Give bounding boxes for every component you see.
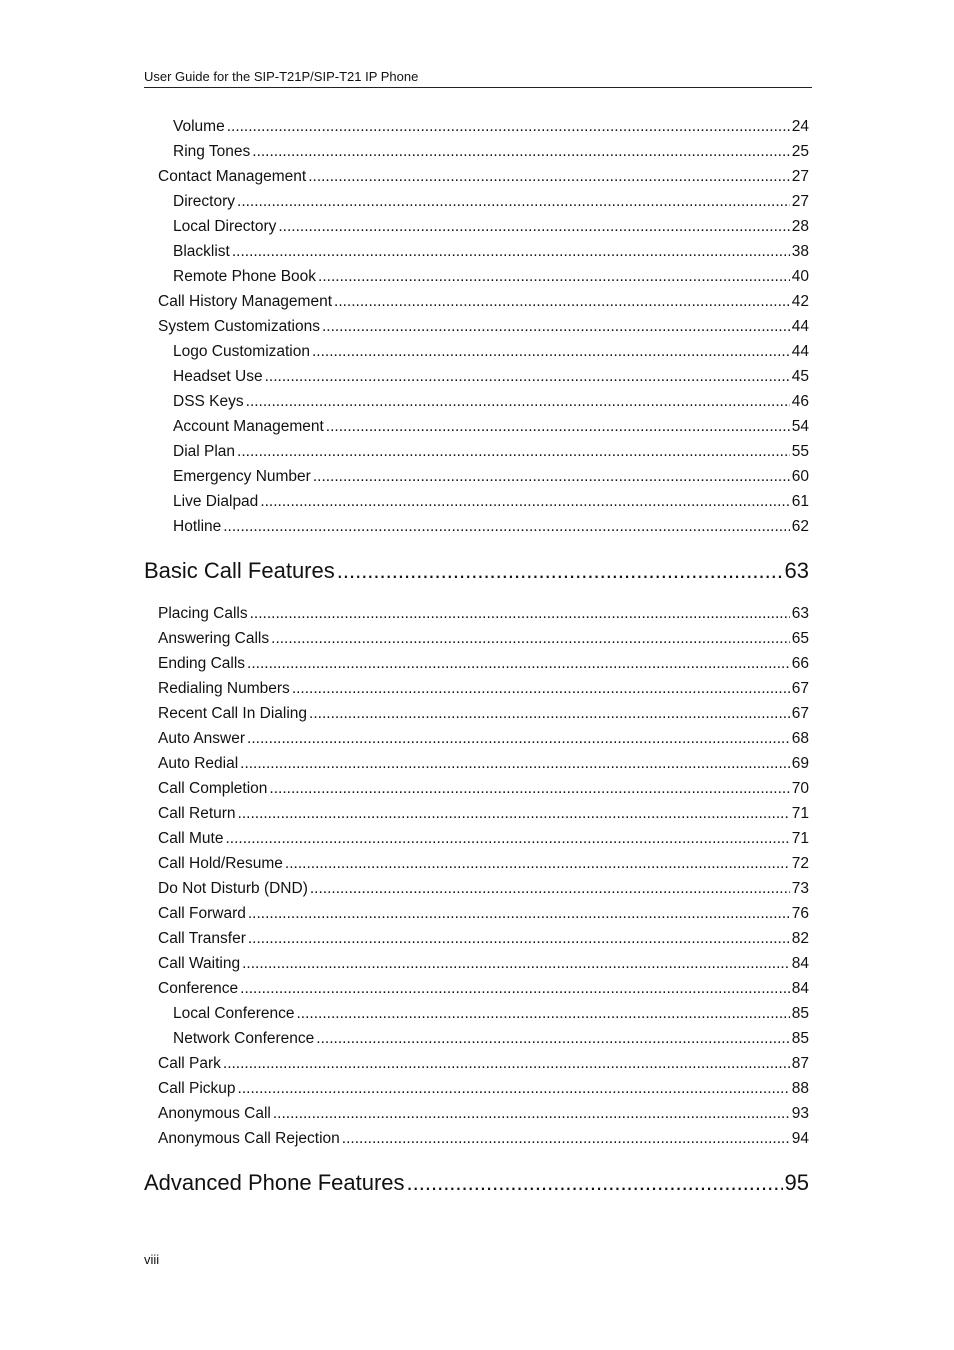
toc-entry[interactable] — [144, 1054, 809, 1074]
toc-entry-title: Blacklist — [173, 243, 230, 260]
toc-leader-dots — [247, 729, 790, 749]
toc-leader-dots — [292, 679, 790, 699]
toc-leader-dots — [232, 242, 790, 262]
toc-entry-title: System Customizations — [158, 318, 320, 335]
toc-entry-page: 66 — [791, 655, 809, 672]
toc-leader-dots — [246, 392, 790, 412]
toc-entry[interactable] — [144, 779, 809, 799]
toc-entry-page: 63 — [791, 605, 809, 622]
toc-entry-title: Placing Calls — [158, 605, 248, 622]
toc-entry[interactable] — [144, 854, 809, 874]
toc-leader-dots — [334, 292, 790, 312]
toc-entry-title: DSS Keys — [173, 393, 244, 410]
toc-leader-dots — [248, 904, 790, 924]
toc-leader-dots — [250, 604, 790, 624]
toc-entry[interactable] — [144, 929, 809, 949]
toc-entry-title: Call History Management — [158, 293, 333, 310]
toc-leader-dots — [240, 979, 790, 999]
toc-entry[interactable] — [144, 754, 809, 774]
toc-leader-dots — [248, 929, 790, 949]
toc-entry[interactable] — [144, 242, 809, 262]
toc-leader-dots — [322, 317, 790, 337]
toc-entry-page: 67 — [791, 705, 809, 722]
toc-entry-page: 95 — [784, 1170, 809, 1195]
toc-entry[interactable] — [144, 1004, 809, 1024]
toc-entry[interactable] — [144, 679, 809, 699]
toc-entry-title: Call Hold/Resume — [158, 855, 283, 872]
toc-leader-dots — [326, 417, 790, 437]
toc-entry-page: 24 — [791, 118, 809, 135]
toc-entry-page: 40 — [791, 268, 809, 285]
toc-leader-dots — [260, 492, 789, 512]
toc-entry[interactable] — [144, 604, 809, 624]
toc-entry-page: 61 — [791, 493, 809, 510]
toc-leader-dots — [242, 954, 790, 974]
toc-entry-title: Dial Plan — [173, 443, 236, 460]
toc-leader-dots — [238, 804, 790, 824]
toc-leader-dots — [308, 167, 790, 187]
toc-entry[interactable] — [144, 654, 809, 674]
toc-entry-page: 60 — [791, 468, 809, 485]
toc-entry-page: 94 — [791, 1130, 809, 1147]
toc-entry-title: Redialing Numbers — [158, 680, 290, 697]
toc-entry-page: 71 — [791, 805, 809, 822]
toc-entry-page: 28 — [791, 218, 809, 235]
toc-entry-page: 42 — [791, 293, 809, 310]
toc-entry-page: 85 — [791, 1005, 809, 1022]
toc-entry[interactable] — [144, 142, 809, 162]
toc-entry-page: 45 — [791, 368, 809, 385]
toc-entry-page: 46 — [791, 393, 809, 410]
toc-entry[interactable] — [144, 367, 809, 387]
toc-entry-page: 54 — [791, 418, 809, 435]
toc-entry-title: Call Pickup — [158, 1080, 236, 1097]
toc-entry-title: Answering Calls — [158, 630, 270, 647]
toc-entry[interactable] — [144, 492, 809, 512]
toc-entry-title: Do Not Disturb (DND) — [158, 880, 308, 897]
toc-entry-title: Anonymous Call — [158, 1105, 271, 1122]
toc-leader-dots — [227, 117, 790, 137]
toc-leader-dots — [238, 1079, 790, 1099]
page-number: viii — [144, 1252, 160, 1267]
toc-entry[interactable] — [144, 1079, 809, 1099]
toc-entry-page: 73 — [791, 880, 809, 897]
toc-leader-dots — [342, 1129, 790, 1149]
toc-leader-dots — [318, 267, 790, 287]
toc-entry[interactable] — [144, 392, 809, 412]
toc-entry-page: 27 — [791, 168, 809, 185]
toc-entry[interactable] — [144, 804, 809, 824]
toc-entry[interactable] — [144, 117, 809, 137]
toc-entry-title: Ending Calls — [158, 655, 246, 672]
toc-entry-page: 84 — [791, 955, 809, 972]
toc-leader-dots — [252, 142, 789, 162]
toc-leader-dots — [237, 192, 790, 212]
toc-entry[interactable] — [144, 292, 809, 312]
toc-entry-title: Call Completion — [158, 780, 268, 797]
toc-leader-dots — [265, 367, 790, 387]
toc-entry-title: Call Forward — [158, 905, 246, 922]
toc-entry[interactable] — [144, 629, 809, 649]
toc-entry-page: 69 — [791, 755, 809, 772]
toc-entry-page: 44 — [791, 343, 809, 360]
toc-entry[interactable] — [144, 417, 809, 437]
toc-entry[interactable] — [144, 729, 809, 749]
toc-entry[interactable] — [144, 517, 809, 537]
toc-entry[interactable] — [144, 879, 809, 899]
toc-entry[interactable] — [144, 954, 809, 974]
toc-entry-title: Network Conference — [173, 1030, 315, 1047]
toc-entry-page: 70 — [791, 780, 809, 797]
toc-leader-dots — [269, 779, 789, 799]
toc-chapter-entry[interactable] — [144, 1169, 809, 1197]
toc-entry-title: Advanced Phone Features — [144, 1170, 405, 1195]
running-header: User Guide for the SIP-T21P/SIP-T21 IP Phone — [144, 68, 812, 88]
toc-entry[interactable] — [144, 167, 809, 187]
toc-entry-page: 38 — [791, 243, 809, 260]
toc-entry[interactable] — [144, 1029, 809, 1049]
toc-leader-dots — [313, 467, 790, 487]
toc-entry-page: 87 — [791, 1055, 809, 1072]
toc-entry-page: 65 — [791, 630, 809, 647]
toc-entry-title: Emergency Number — [173, 468, 311, 485]
toc-entry-title: Logo Customization — [173, 343, 310, 360]
toc-entry-page: 71 — [791, 830, 809, 847]
toc-leader-dots — [247, 654, 790, 674]
toc-entry-page: 84 — [791, 980, 809, 997]
toc-leader-dots — [312, 342, 790, 362]
toc-entry[interactable] — [144, 467, 809, 487]
toc-leader-dots — [271, 629, 790, 649]
toc-entry-title: Live Dialpad — [173, 493, 259, 510]
toc-entry-page: 88 — [791, 1080, 809, 1097]
toc-entry-page: 82 — [791, 930, 809, 947]
toc-entry-title: Call Waiting — [158, 955, 241, 972]
toc-entry-title: Ring Tones — [173, 143, 251, 160]
toc-entry-title: Call Return — [158, 805, 236, 822]
toc-entry-page: 85 — [791, 1030, 809, 1047]
toc-leader-dots — [240, 754, 790, 774]
toc-leader-dots — [310, 879, 790, 899]
toc-entry[interactable] — [144, 904, 809, 924]
toc-entry-title: Anonymous Call Rejection — [158, 1130, 340, 1147]
toc-leader-dots — [278, 217, 789, 237]
toc-entry-title: Auto Redial — [158, 755, 239, 772]
toc-leader-dots — [273, 1104, 790, 1124]
toc-leader-dots — [337, 557, 783, 585]
toc-entry-title: Call Mute — [158, 830, 224, 847]
toc-entry[interactable] — [144, 317, 809, 337]
toc-entry[interactable] — [144, 192, 809, 212]
toc-entry[interactable] — [144, 1129, 809, 1149]
toc-entry-page: 55 — [791, 443, 809, 460]
toc-entry-title: Hotline — [173, 518, 222, 535]
toc-leader-dots — [223, 517, 790, 537]
toc-entry[interactable] — [144, 217, 809, 237]
toc-entry[interactable] — [144, 979, 809, 999]
toc-entry-page: 76 — [791, 905, 809, 922]
toc-leader-dots — [407, 1169, 783, 1197]
toc-entry[interactable] — [144, 829, 809, 849]
toc-entry-title: Account Management — [173, 418, 324, 435]
toc-entry-page: 44 — [791, 318, 809, 335]
toc-entry-page: 62 — [791, 518, 809, 535]
toc-entry-page: 27 — [791, 193, 809, 210]
toc-entry[interactable] — [144, 442, 809, 462]
toc-entry-page: 68 — [791, 730, 809, 747]
toc-leader-dots — [237, 442, 790, 462]
toc-entry-title: Call Park — [158, 1055, 221, 1072]
toc-entry[interactable] — [144, 704, 809, 724]
toc-entry-title: Recent Call In Dialing — [158, 705, 308, 722]
toc-entry-title: Contact Management — [158, 168, 307, 185]
toc-entry-title: Conference — [158, 980, 239, 997]
toc-leader-dots — [316, 1029, 789, 1049]
toc-leader-dots — [225, 829, 789, 849]
toc-entry-page: 72 — [791, 855, 809, 872]
toc-entry-title: Local Conference — [173, 1005, 295, 1022]
toc-entry-title: Directory — [173, 193, 236, 210]
toc-chapter-entry[interactable] — [144, 557, 809, 585]
toc-entry-title: Call Transfer — [158, 930, 246, 947]
toc-entry-title: Auto Answer — [158, 730, 246, 747]
toc-entry[interactable] — [144, 1104, 809, 1124]
toc-entry-page: 67 — [791, 680, 809, 697]
toc-entry-title: Headset Use — [173, 368, 263, 385]
toc-entry-title: Volume — [173, 118, 225, 135]
toc-entry-title: Remote Phone Book — [173, 268, 317, 285]
toc-leader-dots — [309, 704, 790, 724]
toc-entry-title: Basic Call Features — [144, 558, 335, 583]
toc-entry-page: 25 — [791, 143, 809, 160]
toc-entry-page: 63 — [784, 558, 809, 583]
toc-entry-title: Local Directory — [173, 218, 277, 235]
toc-entry[interactable] — [144, 342, 809, 362]
toc-entry-page: 93 — [791, 1105, 809, 1122]
toc-leader-dots — [223, 1054, 790, 1074]
toc-entry[interactable] — [144, 267, 809, 287]
toc-leader-dots — [297, 1004, 790, 1024]
toc-leader-dots — [285, 854, 790, 874]
